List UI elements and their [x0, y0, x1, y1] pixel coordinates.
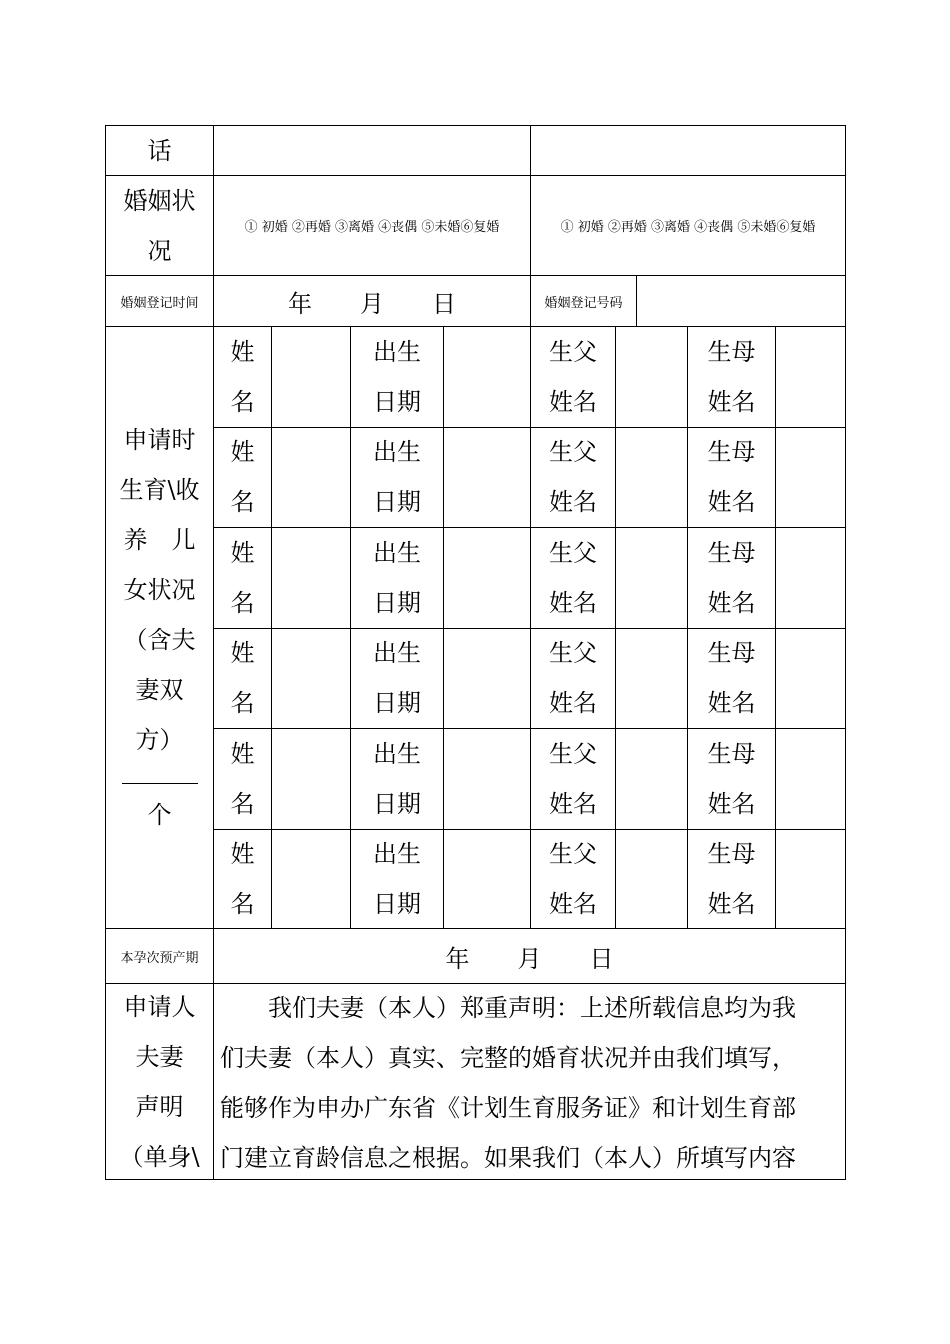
- child-birth-date-label-line1: 出生: [373, 538, 421, 567]
- marriage-registration-number-label-cell: [530, 275, 637, 327]
- child-mother-name-label-line1: 生母: [707, 337, 756, 366]
- child-birth-date-field-cell[interactable]: [443, 427, 531, 529]
- child-father-name-field-cell[interactable]: [615, 728, 688, 830]
- marriage-registration-number-label: 婚姻登记号码: [544, 295, 623, 311]
- marriage-status-label-cell: [105, 175, 214, 276]
- child-mother-name-label-line1: 生母: [707, 639, 756, 668]
- child-birth-date-label-line2: 日期: [373, 889, 421, 918]
- child-name-label-cell: [213, 829, 272, 930]
- declaration-label-line: 申请人: [123, 992, 196, 1021]
- declaration-text-line: 能够作为申办广东省《计划生育服务证》和计划生育部: [220, 1094, 796, 1122]
- child-birth-date-field-cell[interactable]: [443, 628, 531, 730]
- husband-marriage-status-field[interactable]: [213, 175, 531, 276]
- child-mother-name-label-cell: [687, 427, 776, 529]
- due-date-field[interactable]: [213, 928, 846, 984]
- declaration-text: [220, 983, 796, 1183]
- child-mother-name-label-cell: [687, 728, 776, 830]
- child-name-field-cell[interactable]: [271, 326, 351, 428]
- child-name-label-line1: 姓: [230, 739, 255, 768]
- child-mother-name-label-line1: 生母: [707, 839, 756, 868]
- child-mother-name-label-line2: 姓名: [707, 488, 756, 517]
- child-name-label-cell: [213, 628, 272, 730]
- wife-phone-field[interactable]: [530, 125, 846, 176]
- child-father-name-field-cell[interactable]: [615, 628, 688, 730]
- child-father-name-label-line1: 生父: [549, 639, 597, 668]
- child-name-label-cell: [213, 527, 272, 629]
- declaration-label-line: 夫妻: [135, 1042, 184, 1071]
- children-label-line: 生育\收: [119, 476, 200, 504]
- child-mother-name-label-line2: 姓名: [707, 387, 756, 416]
- child-name-label-line1: 姓: [230, 639, 255, 668]
- child-name-field-cell[interactable]: [271, 728, 351, 830]
- child-birth-date-field-cell[interactable]: [443, 728, 531, 830]
- child-mother-name-label-line2: 姓名: [707, 689, 756, 718]
- children-section-label-cell: [105, 326, 214, 929]
- child-name-label-line2: 名: [230, 488, 255, 517]
- child-birth-date-label-cell: [350, 628, 444, 730]
- child-father-name-label-cell: [530, 527, 616, 629]
- child-mother-name-field-cell[interactable]: [775, 427, 846, 529]
- child-birth-date-label-cell: [350, 527, 444, 629]
- child-birth-date-label-line2: 日期: [373, 689, 421, 718]
- child-father-name-label-line1: 生父: [549, 438, 597, 467]
- declaration-label-line: （单身\: [119, 1142, 200, 1171]
- child-mother-name-field-cell[interactable]: [775, 326, 846, 428]
- declaration-text-line: 门建立育龄信息之根据。如果我们（本人）所填写内容: [220, 1144, 796, 1172]
- child-birth-date-label-line2: 日期: [373, 387, 421, 416]
- child-mother-name-label-line2: 姓名: [707, 789, 756, 818]
- child-birth-date-field-cell[interactable]: [443, 527, 531, 629]
- child-birth-date-label-line1: 出生: [373, 337, 421, 366]
- child-father-name-label-cell: [530, 728, 616, 830]
- child-birth-date-label-cell: [350, 829, 444, 930]
- child-name-field-cell[interactable]: [271, 829, 351, 930]
- child-mother-name-field-cell[interactable]: [775, 527, 846, 629]
- child-father-name-label-line2: 姓名: [549, 588, 597, 617]
- child-father-name-label-cell: [530, 427, 616, 529]
- child-father-name-label-line2: 姓名: [549, 387, 597, 416]
- children-count-blank[interactable]: [122, 783, 198, 784]
- child-father-name-label-line2: 姓名: [549, 689, 597, 718]
- child-father-name-label-line2: 姓名: [549, 789, 597, 818]
- children-label-line: 女状况: [123, 576, 196, 604]
- child-birth-date-label-cell: [350, 326, 444, 428]
- marriage-status-label-line1: 婚姻状: [123, 186, 196, 215]
- child-name-label-cell: [213, 427, 272, 529]
- child-mother-name-field-cell[interactable]: [775, 728, 846, 830]
- child-mother-name-label-cell: [687, 628, 776, 730]
- child-name-label-line1: 姓: [230, 337, 255, 366]
- child-name-label-line2: 名: [230, 689, 255, 718]
- child-name-label-cell: [213, 326, 272, 428]
- child-birth-date-field-cell[interactable]: [443, 829, 531, 930]
- marriage-status-label-line2: 况: [147, 236, 172, 265]
- child-birth-date-label-cell: [350, 427, 444, 529]
- wife-marriage-options: ① 初婚 ②再婚 ③离婚 ④丧偶 ⑤未婚⑥复婚: [560, 220, 816, 235]
- child-name-label-cell: [213, 728, 272, 830]
- child-name-field-cell[interactable]: [271, 527, 351, 629]
- marriage-registration-time-label: 婚姻登记时间: [120, 295, 199, 311]
- child-father-name-field-cell[interactable]: [615, 829, 688, 930]
- child-mother-name-label-line1: 生母: [707, 739, 756, 768]
- child-father-name-label-line1: 生父: [549, 739, 597, 768]
- child-mother-name-label-line2: 姓名: [707, 588, 756, 617]
- phone-label: 话: [147, 136, 172, 165]
- children-label-line: 申请时: [123, 426, 196, 454]
- child-name-label-line2: 名: [230, 588, 255, 617]
- child-birth-date-label-cell: [350, 728, 444, 830]
- child-name-label-line2: 名: [230, 789, 255, 818]
- child-name-label-line1: 姓: [230, 839, 255, 868]
- child-name-label-line1: 姓: [230, 438, 255, 467]
- child-birth-date-label-line2: 日期: [373, 588, 421, 617]
- child-father-name-label-line1: 生父: [549, 337, 597, 366]
- child-mother-name-label-cell: [687, 326, 776, 428]
- child-name-field-cell[interactable]: [271, 628, 351, 730]
- child-mother-name-label-cell: [687, 829, 776, 930]
- marriage-registration-time-label-cell: [105, 275, 214, 327]
- child-name-label-line1: 姓: [230, 538, 255, 567]
- child-name-field-cell[interactable]: [271, 427, 351, 529]
- phone-label-cell: [105, 125, 214, 176]
- declaration-text-line: 我们夫妻（本人）郑重声明：上述所载信息均为我: [220, 994, 796, 1022]
- due-date-label: 本孕次预产期: [120, 950, 199, 966]
- child-father-name-label-line2: 姓名: [549, 488, 597, 517]
- marriage-registration-number-field[interactable]: [636, 275, 846, 327]
- declaration-label-cell: [105, 983, 214, 1180]
- child-father-name-label-cell: [530, 628, 616, 730]
- due-date-text: 年 月 日: [445, 944, 614, 973]
- marriage-registration-date-text: 年 月 日: [288, 289, 456, 318]
- child-father-name-label-cell: [530, 326, 616, 428]
- declaration-text-line: 们夫妻（本人）真实、完整的婚育状况并由我们填写，: [220, 1044, 796, 1072]
- child-father-name-label-line1: 生父: [549, 538, 597, 567]
- child-father-name-label-line1: 生父: [549, 839, 597, 868]
- child-mother-name-label-line1: 生母: [707, 538, 756, 567]
- children-label-line: 方）: [135, 726, 184, 754]
- children-label-line: （含夫: [123, 626, 196, 654]
- child-birth-date-label-line2: 日期: [373, 789, 421, 818]
- due-date-label-cell: [105, 928, 214, 984]
- child-birth-date-label-line1: 出生: [373, 639, 421, 668]
- wife-marriage-status-field[interactable]: [530, 175, 846, 276]
- husband-marriage-options: ① 初婚 ②再婚 ③离婚 ④丧偶 ⑤未婚⑥复婚: [244, 220, 500, 235]
- child-birth-date-label-line2: 日期: [373, 488, 421, 517]
- child-name-label-line2: 名: [230, 387, 255, 416]
- child-mother-name-label-cell: [687, 527, 776, 629]
- husband-phone-field[interactable]: [213, 125, 531, 176]
- children-label-line: 妻双: [135, 676, 184, 704]
- child-mother-name-field-cell[interactable]: [775, 829, 846, 930]
- child-name-label-line2: 名: [230, 889, 255, 918]
- declaration-label-line: 声明: [135, 1092, 184, 1121]
- children-label-line: 养 儿: [123, 526, 196, 554]
- child-father-name-field-cell[interactable]: [615, 427, 688, 529]
- child-mother-name-label-line2: 姓名: [707, 889, 756, 918]
- child-mother-name-field-cell[interactable]: [775, 628, 846, 730]
- child-father-name-field-cell[interactable]: [615, 326, 688, 428]
- child-father-name-field-cell[interactable]: [615, 527, 688, 629]
- marriage-registration-date-field[interactable]: [213, 275, 531, 327]
- child-father-name-label-line2: 姓名: [549, 889, 597, 918]
- child-birth-date-label-line1: 出生: [373, 739, 421, 768]
- children-count-suffix: 个: [147, 801, 172, 829]
- child-birth-date-label-line1: 出生: [373, 839, 421, 868]
- child-birth-date-label-line1: 出生: [373, 438, 421, 467]
- child-birth-date-field-cell[interactable]: [443, 326, 531, 428]
- child-mother-name-label-line1: 生母: [707, 438, 756, 467]
- child-father-name-label-cell: [530, 829, 616, 930]
